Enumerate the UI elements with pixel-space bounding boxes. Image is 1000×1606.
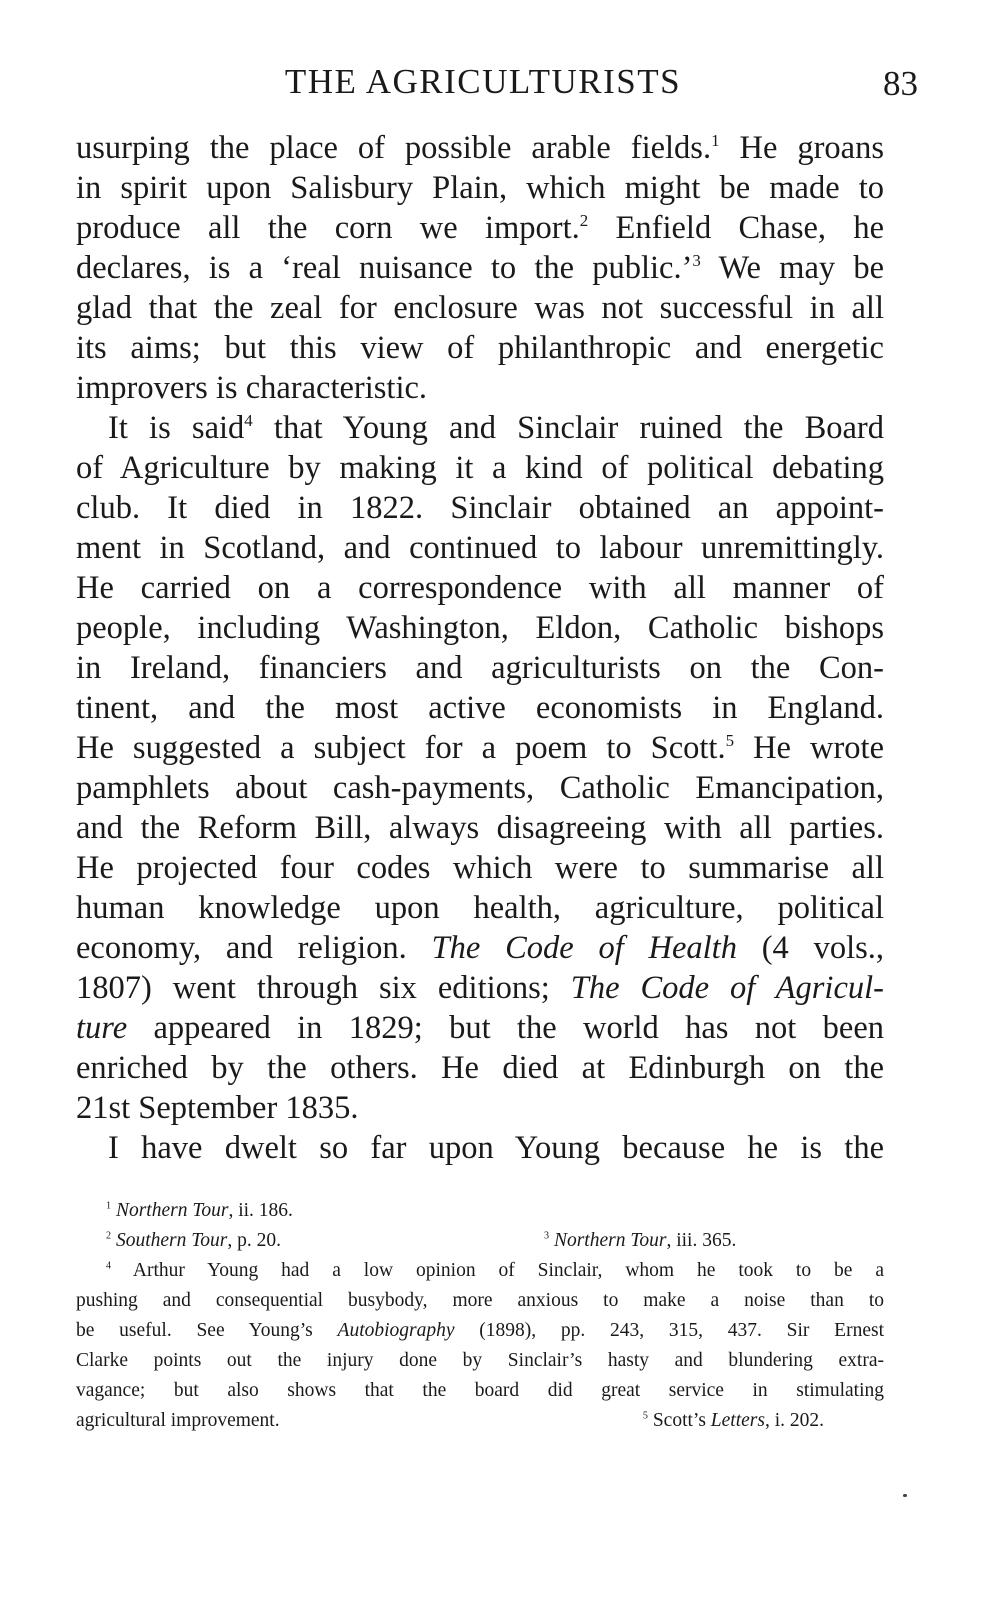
footnote-ref: 2 [579, 211, 589, 231]
footnote-number: 5 [642, 1410, 648, 1422]
text-line: He carried on a correspondence with all manner of [76, 570, 884, 606]
text-line: club. It died in 1822. Sinclair obtained an appoint- [76, 490, 884, 526]
text-span: Enfield Chase, he [588, 210, 885, 246]
text-span: be useful. See Young’s [76, 1320, 338, 1341]
text-span: He wrote [734, 730, 884, 766]
book-title: Southern Tour [115, 1230, 228, 1251]
text-span: economy, and religion. [76, 930, 432, 966]
text-line [76, 728, 884, 768]
footnote-ref: 1 [711, 131, 720, 151]
text-line [76, 1008, 884, 1048]
footnote-ref: 4 [244, 411, 253, 431]
text-line: its aims; but this view of philanthropic and energetic [76, 330, 884, 366]
text-line: pamphlets about cash-payments, Catholic Emancipation, [76, 770, 884, 806]
text-span: produce all the corn we import. [76, 210, 580, 246]
book-title: The Code of Health [431, 930, 737, 966]
text-span: (4 vols., [736, 930, 884, 966]
text-span: We may be [700, 250, 884, 286]
footnote-ref: 3 [692, 251, 701, 271]
book-title: Autobiography [337, 1320, 455, 1341]
footnotes [76, 1196, 884, 1436]
footnote-ref: 5 [725, 731, 735, 751]
footnote-1 [76, 1196, 884, 1226]
text-line [76, 208, 884, 248]
text-line: 21st September 1835. [76, 1090, 359, 1126]
footnote-number: 4 [106, 1260, 112, 1272]
footnote-4-line: Clarke points out the injury done by Sinclair’s hasty and blundering extra- [76, 1350, 884, 1371]
text-span: Arthur Young had a low opinion of Sinclair, whom he took to be a [111, 1260, 884, 1281]
text-line [76, 408, 884, 448]
text-span: He suggested a subject for a poem to Scott. [76, 730, 726, 766]
text-span: (1898), pp. 243, 315, 437. Sir Ernest [454, 1320, 884, 1341]
footnote-4-line: vagance; but also shows that the board did great service in stimulating [76, 1380, 884, 1401]
text-span: , i. 202. [764, 1410, 824, 1431]
body-text [76, 128, 884, 1168]
footnote-4-line [76, 1256, 884, 1286]
text-line: ment in Scotland, and continued to labour unremittingly. [76, 530, 884, 566]
footnote-number: 3 [544, 1230, 550, 1242]
footnote-4-line: agricultural improvement. [76, 1410, 280, 1431]
book-title: Northern Tour [553, 1230, 667, 1251]
text-line: tinent, and the most active economists in England. [76, 690, 884, 726]
text-line: in spirit upon Salisbury Plain, which might be made to [76, 170, 884, 206]
text-line [76, 968, 884, 1008]
text-line: of Agriculture by making it a kind of political debating [76, 450, 884, 486]
book-title: The Code of Agricul- [570, 970, 884, 1006]
paper-speck [903, 1494, 907, 1497]
text-span: declares, is a ‘real nuisance to the public.’ [76, 250, 693, 286]
text-line: people, including Washington, Eldon, Catholic bishops [76, 610, 884, 646]
footnote-number: 1 [106, 1200, 112, 1212]
footnote-4-line: pushing and consequential busybody, more anxious to make a noise than to [76, 1290, 884, 1311]
text-line: enriched by the others. He died at Edinburgh on the [76, 1050, 884, 1086]
running-head [76, 62, 918, 112]
footnote-3 [544, 1226, 884, 1256]
text-span: usurping the place of possible arable fields. [76, 130, 712, 166]
footnote-4-line [76, 1316, 884, 1346]
text-span: that Young and Sinclair ruined the Board [252, 410, 884, 446]
running-title: THE AGRICULTURISTS [284, 62, 682, 101]
text-line: glad that the zeal for enclosure was not successful in all [76, 290, 884, 326]
text-line: He projected four codes which were to summarise all [76, 850, 884, 886]
text-line: in Ireland, financiers and agriculturists on the Con- [76, 650, 884, 686]
text-line: improvers is characteristic. [76, 370, 428, 406]
text-span: appeared in 1829; but the world has not been [127, 1010, 884, 1046]
text-span: It is said [108, 410, 245, 446]
footnote-number: 2 [106, 1230, 112, 1242]
text-span: 1807) went through six editions; [76, 970, 571, 1006]
text-line: and the Reform Bill, always disagreeing with all parties. [76, 810, 884, 846]
page-number: 83 [883, 64, 918, 103]
text-line: I have dwelt so far upon Young because he is the [108, 1130, 884, 1166]
text-span: , iii. 365. [666, 1230, 737, 1251]
text-line [76, 248, 884, 288]
book-title: Northern Tour [115, 1200, 229, 1221]
text-line [76, 928, 884, 968]
text-span: , p. 20. [227, 1230, 281, 1251]
footnote-5 [643, 1406, 884, 1436]
footnote-2 [106, 1226, 544, 1256]
footnote-4-last-line [76, 1406, 884, 1436]
text-line: human knowledge upon health, agriculture, political [76, 890, 884, 926]
book-title: ture [76, 1010, 128, 1046]
footnote-pair [76, 1226, 884, 1256]
book-title: Letters [710, 1410, 765, 1431]
text-span: He groans [719, 130, 884, 166]
text-line [76, 128, 884, 168]
text-span: , ii. 186. [228, 1200, 293, 1221]
text-span: Scott’s [647, 1410, 711, 1431]
